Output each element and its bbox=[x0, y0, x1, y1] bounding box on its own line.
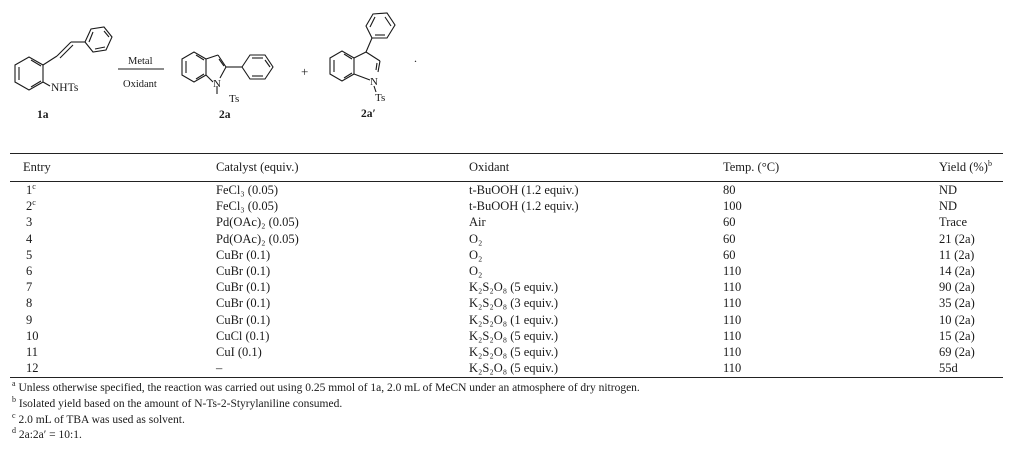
table-row bbox=[10, 214, 1003, 230]
cell-temp-text: 110 bbox=[723, 296, 742, 311]
cell-temp-text: 80 bbox=[723, 183, 736, 197]
cell-entry-text: 5 bbox=[26, 247, 33, 262]
reaction-scheme bbox=[0, 0, 1020, 140]
cell-entry-text: 4 bbox=[26, 231, 33, 246]
cell-catalyst-text: CuBr (0.1) bbox=[216, 296, 271, 311]
cell-oxidant bbox=[469, 247, 723, 263]
footnote-text: 2a:2a′ = 10:1. bbox=[18, 429, 82, 442]
cell-catalyst-text: CuI (0.1) bbox=[216, 345, 262, 360]
cell-oxidant bbox=[469, 312, 723, 328]
cell-oxidant-text: K₂S₂O₈ (5 equiv.) bbox=[469, 280, 558, 295]
cell-oxidant-text: K₂S₂O₈ (5 equiv.) bbox=[469, 345, 558, 360]
cell-entry bbox=[10, 263, 216, 279]
cell-catalyst-text: CuBr (0.1) bbox=[216, 312, 271, 327]
cell-temp bbox=[723, 198, 939, 214]
cell-entry-text: 2 bbox=[26, 199, 33, 214]
cell-entry bbox=[10, 182, 216, 199]
cell-entry bbox=[10, 328, 216, 344]
cell-catalyst bbox=[216, 247, 469, 263]
table-header-row bbox=[10, 154, 1003, 182]
cell-entry bbox=[10, 312, 216, 328]
reactant-substituent: NHTs bbox=[51, 82, 79, 94]
product-2a-structure bbox=[182, 52, 273, 94]
cell-oxidant bbox=[469, 328, 723, 344]
table-row bbox=[10, 198, 1003, 214]
cell-temp-text: 60 bbox=[723, 215, 736, 230]
table-body bbox=[10, 182, 1003, 378]
cell-oxidant bbox=[469, 198, 723, 214]
cell-catalyst bbox=[216, 182, 469, 199]
cell-yield bbox=[939, 279, 1003, 295]
cell-entry bbox=[10, 279, 216, 295]
table-row bbox=[10, 328, 1003, 344]
cell-temp-text: 110 bbox=[723, 264, 742, 279]
cell-catalyst-text: CuBr (0.1) bbox=[216, 264, 271, 279]
cell-catalyst-text: Pd(OAc)₂ (0.05) bbox=[216, 231, 299, 246]
cell-yield-text: 35 (2a) bbox=[939, 296, 975, 311]
cell-entry bbox=[10, 295, 216, 311]
cell-entry-text: 11 bbox=[26, 345, 39, 360]
cell-oxidant-text: K₂S₂O₈ (3 equiv.) bbox=[469, 296, 558, 311]
cell-catalyst-text: CuBr (0.1) bbox=[216, 247, 271, 262]
table-row bbox=[10, 279, 1003, 295]
footnote-mark: d bbox=[12, 426, 16, 436]
footnote bbox=[12, 410, 1003, 429]
cell-temp-text: 110 bbox=[723, 328, 742, 343]
cell-oxidant bbox=[469, 344, 723, 360]
product2-label: 2a′ bbox=[361, 108, 376, 120]
cell-oxidant bbox=[469, 295, 723, 311]
cell-entry-text: 8 bbox=[26, 296, 33, 311]
cell-catalyst bbox=[216, 360, 469, 378]
cell-yield bbox=[939, 231, 1003, 247]
footnote-text: Unless otherwise specified, the reaction was carried out using 0.25 mmol of 1a, 2.0 mL of MeCN under an atmosphere of dry nitrogen. bbox=[18, 382, 640, 395]
cell-yield bbox=[939, 198, 1003, 214]
cell-temp bbox=[723, 328, 939, 344]
cell-catalyst bbox=[216, 263, 469, 279]
cell-catalyst bbox=[216, 214, 469, 230]
cell-entry bbox=[10, 360, 216, 378]
cell-catalyst-text: CuCl (0.1) bbox=[216, 328, 270, 343]
cell-catalyst-text: FeCl₃ (0.05) bbox=[216, 183, 278, 197]
cell-yield bbox=[939, 344, 1003, 360]
cell-yield-text: ND bbox=[939, 199, 958, 214]
cell-yield-text: 21 (2a) bbox=[939, 231, 975, 246]
cell-yield-text: 90 (2a) bbox=[939, 280, 975, 295]
cell-temp bbox=[723, 295, 939, 311]
footnote-mark: a bbox=[12, 379, 16, 389]
arrow-bottom-label: Oxidant bbox=[123, 79, 157, 90]
table-row bbox=[10, 263, 1003, 279]
cell-entry bbox=[10, 247, 216, 263]
header-yield-sup: b bbox=[987, 158, 992, 168]
cell-yield-text: 55d bbox=[939, 361, 958, 376]
cell-yield bbox=[939, 312, 1003, 328]
footnote-text: Isolated yield based on the amount of N-Ts-2-Styrylaniline consumed. bbox=[18, 398, 343, 411]
cell-yield bbox=[939, 263, 1003, 279]
cell-entry-text: 3 bbox=[26, 215, 33, 230]
footnote-mark: b bbox=[12, 395, 16, 405]
cell-yield-text: 14 (2a) bbox=[939, 264, 975, 279]
cell-yield-text: Trace bbox=[939, 215, 968, 230]
cell-catalyst bbox=[216, 279, 469, 295]
cell-temp-text: 100 bbox=[723, 199, 742, 214]
cell-entry-text: 12 bbox=[26, 361, 39, 376]
cell-yield bbox=[939, 214, 1003, 230]
cell-entry bbox=[10, 344, 216, 360]
table-row bbox=[10, 312, 1003, 328]
cell-yield-text: 15 (2a) bbox=[939, 328, 975, 343]
cell-catalyst-text: – bbox=[216, 361, 223, 376]
cell-temp bbox=[723, 247, 939, 263]
cell-temp-text: 60 bbox=[723, 231, 736, 246]
table-row bbox=[10, 295, 1003, 311]
cell-yield bbox=[939, 360, 1003, 378]
cell-oxidant-text: O₂ bbox=[469, 231, 483, 246]
footnote-text: 2.0 mL of TBA was used as solvent. bbox=[18, 413, 185, 426]
cell-oxidant-text: K₂S₂O₈ (1 equiv.) bbox=[469, 312, 558, 327]
cell-catalyst bbox=[216, 344, 469, 360]
header-oxidant: Oxidant bbox=[469, 154, 723, 182]
cell-oxidant bbox=[469, 214, 723, 230]
cell-temp bbox=[723, 263, 939, 279]
product-2a-prime-structure bbox=[330, 13, 395, 92]
cell-entry-sup: c bbox=[32, 198, 36, 208]
cell-entry-text: 7 bbox=[26, 280, 33, 295]
cell-yield bbox=[939, 295, 1003, 311]
reactant-label: 1a bbox=[37, 109, 49, 121]
cell-temp-text: 110 bbox=[723, 280, 742, 295]
table-row bbox=[10, 344, 1003, 360]
cell-catalyst bbox=[216, 312, 469, 328]
cell-catalyst-text: Pd(OAc)₂ (0.05) bbox=[216, 215, 299, 230]
cell-yield bbox=[939, 182, 1003, 199]
product1-label: 2a bbox=[219, 109, 231, 121]
header-yield-text: Yield (%) bbox=[939, 160, 988, 174]
cell-catalyst bbox=[216, 295, 469, 311]
cell-oxidant bbox=[469, 360, 723, 378]
product1-ts: Ts bbox=[229, 93, 240, 105]
cell-yield bbox=[939, 328, 1003, 344]
cell-yield-text: 11 (2a) bbox=[939, 247, 975, 262]
table-row bbox=[10, 247, 1003, 263]
footnote bbox=[12, 397, 1003, 413]
cell-yield-text: 10 (2a) bbox=[939, 312, 975, 327]
product2-ts: Ts bbox=[375, 92, 386, 104]
cell-oxidant-text: t-BuOOH (1.2 equiv.) bbox=[469, 183, 579, 197]
footnote-mark: c bbox=[12, 410, 16, 420]
cell-catalyst bbox=[216, 231, 469, 247]
cell-entry-sup: c bbox=[32, 181, 36, 191]
cell-oxidant-text: Air bbox=[469, 215, 486, 230]
reactant-structure bbox=[15, 27, 112, 90]
cell-oxidant bbox=[469, 279, 723, 295]
cell-temp bbox=[723, 312, 939, 328]
cell-catalyst-text: FeCl₃ (0.05) bbox=[216, 199, 278, 214]
cell-temp-text: 110 bbox=[723, 361, 742, 376]
header-catalyst: Catalyst (equiv.) bbox=[216, 154, 469, 182]
cell-oxidant bbox=[469, 231, 723, 247]
cell-yield-text: ND bbox=[939, 183, 958, 197]
cell-temp-text: 110 bbox=[723, 312, 742, 327]
cell-catalyst bbox=[216, 198, 469, 214]
product2-nitrogen: N bbox=[370, 76, 378, 88]
cell-oxidant-text: t-BuOOH (1.2 equiv.) bbox=[469, 199, 579, 214]
footnotes bbox=[10, 381, 1003, 443]
header-entry: Entry bbox=[10, 154, 216, 182]
cell-temp-text: 110 bbox=[723, 345, 742, 360]
cell-oxidant-text: K₂S₂O₈ (5 equiv.) bbox=[469, 361, 558, 376]
cell-temp bbox=[723, 344, 939, 360]
cell-oxidant bbox=[469, 263, 723, 279]
table-row bbox=[10, 360, 1003, 378]
cell-yield bbox=[939, 247, 1003, 263]
cell-entry-text: 6 bbox=[26, 264, 33, 279]
footnote bbox=[12, 428, 1003, 444]
cell-yield-text: 69 (2a) bbox=[939, 345, 975, 360]
cell-oxidant-text: O₂ bbox=[469, 247, 483, 262]
scheme-dot: . bbox=[414, 51, 417, 65]
cell-catalyst-text: CuBr (0.1) bbox=[216, 280, 271, 295]
cell-entry-text: 9 bbox=[26, 312, 33, 327]
cell-temp bbox=[723, 214, 939, 230]
cell-oxidant bbox=[469, 182, 723, 199]
table-row bbox=[10, 182, 1003, 199]
results-table-wrapper bbox=[10, 153, 1003, 444]
cell-oxidant-text: O₂ bbox=[469, 264, 483, 279]
cell-oxidant-text: K₂S₂O₈ (5 equiv.) bbox=[469, 328, 558, 343]
plus-sign: + bbox=[301, 64, 309, 79]
cell-temp bbox=[723, 182, 939, 199]
cell-entry bbox=[10, 231, 216, 247]
cell-temp bbox=[723, 279, 939, 295]
cell-entry bbox=[10, 198, 216, 214]
header-temp: Temp. (°C) bbox=[723, 154, 939, 182]
cell-temp bbox=[723, 231, 939, 247]
cell-temp bbox=[723, 360, 939, 378]
cell-entry bbox=[10, 214, 216, 230]
footnote bbox=[12, 381, 1003, 397]
arrow-top-label: Metal bbox=[128, 56, 153, 67]
table-row bbox=[10, 231, 1003, 247]
cell-temp-text: 60 bbox=[723, 247, 736, 262]
results-table bbox=[10, 153, 1003, 378]
cell-entry-text: 1 bbox=[26, 183, 33, 197]
header-yield bbox=[939, 154, 1003, 182]
product1-nitrogen: N bbox=[213, 78, 221, 90]
cell-catalyst bbox=[216, 328, 469, 344]
cell-entry-text: 10 bbox=[26, 328, 39, 343]
